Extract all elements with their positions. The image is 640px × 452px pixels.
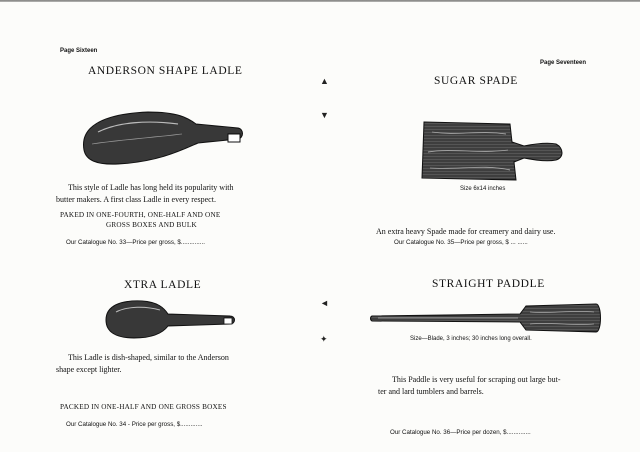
gutter-mark: ✦	[320, 334, 328, 344]
xtra-title: XTRA LADLE	[124, 279, 202, 291]
xtra-catalogue: Our Catalogue No. 34 - Price per gross, $.............	[66, 421, 203, 428]
page-number-left: Page Sixteen	[60, 48, 98, 54]
paddle-desc-line2: ter and lard tumblers and barrels.	[378, 387, 484, 396]
sugar-catalogue: Our Catalogue No. 35—Price per gross, $ ... ......	[394, 239, 528, 246]
paddle-title: STRAIGHT PADDLE	[432, 278, 545, 290]
xtra-desc-line2: shape except lighter.	[56, 365, 122, 374]
paddle-catalogue: Our Catalogue No. 36—Price per dozen, $..............	[390, 429, 531, 436]
anderson-packed-line1: PAKED IN ONE-FOURTH, ONE-HALF AND ONE	[60, 211, 221, 219]
xtra-packed: PACKED IN ONE-HALF AND ONE GROSS BOXES	[60, 403, 227, 411]
anderson-packed-line2: GROSS BOXES AND BULK	[106, 221, 197, 229]
gutter-mark: ▲	[320, 76, 329, 86]
anderson-catalogue: Our Catalogue No. 33—Price per gross, $..............	[66, 239, 205, 246]
xtra-ladle-illustration	[102, 298, 242, 340]
sugar-desc: An extra heavy Spade made for creamery and dairy use.	[376, 227, 556, 236]
gutter-mark: ◄	[320, 298, 329, 308]
anderson-title: ANDERSON SHAPE LADLE	[88, 65, 243, 77]
gutter-mark: ▼	[320, 110, 329, 120]
page-top-edge	[0, 0, 640, 6]
anderson-desc-line1: This style of Ladle has long held its popularity with	[68, 183, 234, 192]
paddle-desc-line1: This Paddle is very useful for scraping out large but-	[392, 375, 561, 384]
anderson-desc-line2: butter makers. A first class Ladle in every respect.	[56, 195, 216, 204]
straight-paddle-illustration	[370, 300, 610, 336]
sugar-title: SUGAR SPADE	[434, 75, 518, 87]
sugar-spade-illustration	[418, 118, 566, 184]
sugar-size: Size 6x14 inches	[460, 186, 506, 192]
anderson-ladle-illustration	[78, 110, 248, 172]
paddle-size: Size—Blade, 3 inches; 30 inches long overall.	[410, 336, 532, 342]
xtra-desc-line1: This Ladle is dish-shaped, similar to the Anderson	[68, 353, 229, 362]
page-number-right: Page Seventeen	[540, 60, 587, 66]
